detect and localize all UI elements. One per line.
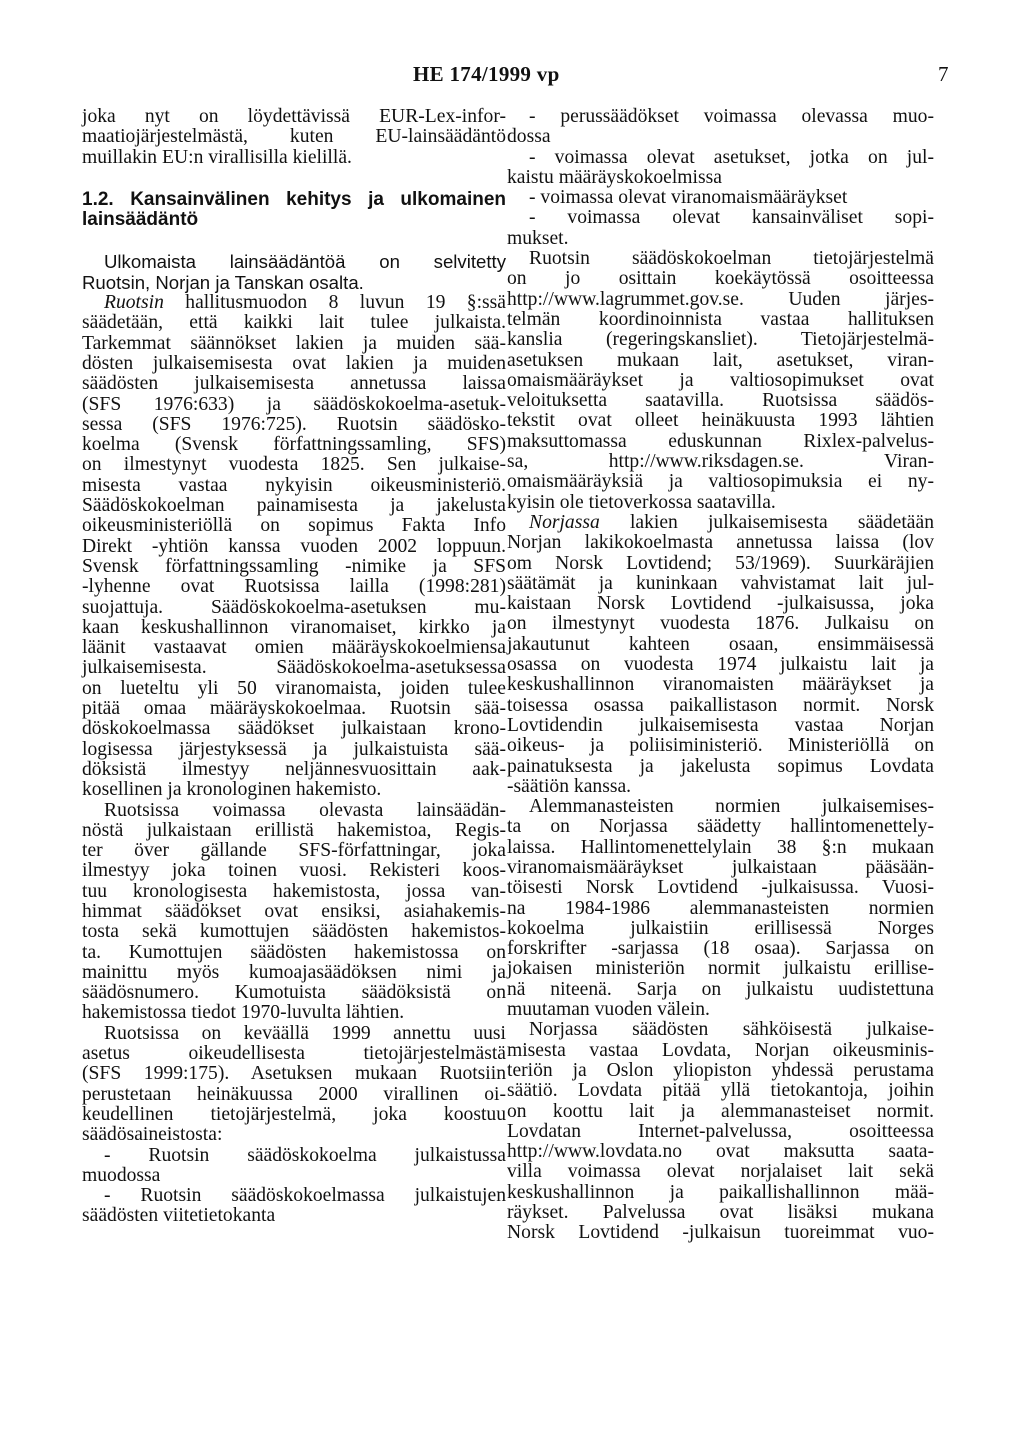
- paragraph-norway-lower-norms: [507, 797, 934, 1020]
- text-line: om Norsk Lovtidend; 53/1969). Suurkäräjien: [507, 552, 934, 574]
- text-line: asetus oikeudellisesta tietojärjestelmästä: [82, 1043, 506, 1065]
- text-line: döskokoelmassa säädökset julkaistaan krono-: [82, 718, 506, 740]
- text-line: Alemmanasteisten normien julkaisemises-: [529, 796, 934, 818]
- text-line: - Ruotsin säädöskokoelma julkaistussa: [104, 1144, 506, 1166]
- text-line: maatiojärjestelmästä, kuten EU-lainsäädäntö: [82, 126, 506, 148]
- text-line: - voimassa olevat kansainväliset sopi-: [529, 207, 934, 229]
- text-line: maksuttomassa eduskunnan Rixlex-palvelus-: [507, 430, 934, 452]
- text-line: omaismääräykset ja valtiosopimukset ovat: [507, 369, 934, 391]
- text-line: säätiö. Lovdata pitää yllä tietokantoja, joihin: [507, 1080, 934, 1102]
- intro-paragraph: [82, 107, 506, 168]
- paragraph-lovdata: [507, 1020, 934, 1243]
- text-line: töisesti Norsk Lovtidend -julkaisussa. Vuosi-: [507, 877, 934, 899]
- text-line: dösten julkaisemisesta ovat lakien ja muiden: [82, 352, 506, 374]
- text-line: lainsäädäntö: [82, 209, 199, 231]
- text-line: Ulkomaista lainsäädäntöä on selvitetty: [104, 251, 506, 273]
- paragraph-register: [82, 801, 506, 1024]
- text-line: Svensk författningssamling -nimike ja SFS: [82, 555, 506, 577]
- section-heading: [82, 190, 506, 231]
- text-line: - voimassa olevat viranomaismääräykset: [529, 187, 848, 209]
- text-line: kaan keskushallinnon viranomaiset, kirkko ja: [82, 616, 506, 638]
- paragraph-body: [82, 313, 506, 800]
- text-line: on jo osittain koekäytössä osoitteessa: [507, 268, 934, 290]
- text-line: säätämät ja kuninkaan vahvistamat lait jul-: [507, 572, 934, 594]
- paragraph-sweden-law: [82, 293, 506, 800]
- text-line: - perussäädökset voimassa olevassa muo-: [529, 106, 934, 127]
- text-line: http://www.lovdata.no ovat maksutta saata-: [507, 1141, 934, 1163]
- text-line: himmat säädökset ovat ensiksi, asiahakemis-: [82, 900, 506, 922]
- page-header: [0, 62, 1024, 92]
- text-line: julkaisemisesta. Säädöskokoelma-asetuksessa: [82, 657, 506, 679]
- text-line: säädösnumero. Kumotuista säädöksistä on: [82, 982, 506, 1004]
- text-line: (SFS 1999:175). Asetuksen mukaan Ruotsiin: [82, 1063, 506, 1085]
- text-line: suojattuja. Säädöskokoelma-asetuksen mu-: [82, 596, 506, 618]
- text-line: - voimassa olevat asetukset, jotka on jul-: [529, 146, 934, 168]
- text-line: hakemistossa tiedot 1970-luvulta lähtien.: [82, 1002, 405, 1024]
- text-line: on ilmestynyt vuodesta 1825. Sen julkaise-: [82, 454, 506, 476]
- text-line: nöstä julkaistaan erillistä hakemistoa, Regis-: [82, 819, 506, 841]
- text-line: Norjan lakikokoelmasta annetussa laissa (lov: [507, 532, 934, 554]
- text-line: keskushallinnon viranomaisten määräykset ja: [507, 674, 934, 696]
- text-line: kosellinen ja kronologinen hakemisto.: [82, 779, 382, 801]
- text-line: Norjassa säädösten sähköisestä julkaise-: [529, 1019, 934, 1041]
- text-line: ilmestyy joka toinen vuosi. Rekisteri koos-: [82, 860, 506, 882]
- right-column: [507, 107, 934, 1244]
- text-line: muodossa: [82, 1164, 161, 1186]
- text-line: muillakin EU:n virallisilla kielillä.: [82, 146, 352, 168]
- text-line: keskushallinnon ja paikallishallinnon mää-: [507, 1181, 934, 1203]
- text-line: veloituksetta saatavilla. Ruotsissa säädös-: [507, 390, 934, 412]
- text-line: oikeusministeriöllä on sopimus Fakta Info: [82, 515, 506, 537]
- text-line: pitää omaa määräyskokoelmaa. Ruotsin sää-: [82, 698, 506, 720]
- text-line: döksistä ilmestyy neljännesvuosittain aak-: [82, 758, 506, 780]
- list-contents-right: [507, 107, 934, 249]
- text-line: -lyhenne ovat Ruotsissa lailla (1998:281): [82, 576, 506, 598]
- text-line: ter över gällande SFS-författningar, joka: [82, 840, 506, 862]
- text-line: on lueteltu yli 50 viranomaista, joiden tulee: [82, 677, 506, 699]
- text-line: villa voimassa olevat norjalaiset lait sekä: [507, 1161, 934, 1183]
- text-line: laissa. Hallintomenettelylain 38 §:n mukaan: [507, 836, 934, 858]
- text-line: kaistaan Norsk Lovtidend -julkaisussa, joka: [507, 593, 934, 615]
- left-column: [82, 107, 506, 1227]
- text-line: Ruotsissa voimassa olevasta lainsäädän-: [104, 799, 506, 821]
- text-line: kanslia (regeringskansliet). Tietojärjestelmä-: [507, 329, 934, 351]
- text-line: sessa (SFS 1976:725). Ruotsin säädösko-: [82, 413, 506, 435]
- text-line: joka nyt on löydettävissä EUR-Lex-infor-: [82, 106, 506, 127]
- paragraph-overview: [82, 252, 506, 293]
- italic-country: Norjassa: [529, 511, 600, 533]
- text-line: 1.2. Kansainvälinen kehitys ja ulkomainen: [82, 188, 506, 210]
- text-line: tekstit ovat olleet heinäkuusta 1993 lähtien: [507, 410, 934, 432]
- text-line: Lovdatan Internet-palvelussa, osoitteessa: [507, 1120, 934, 1142]
- text-line: Tarkemmat säännökset lakien ja muiden sää-: [82, 332, 506, 354]
- paragraph-sweden-system: [507, 249, 934, 513]
- text-line: misesta vastaa nykyisin oikeusministeriö.: [82, 474, 506, 496]
- text-line: mukset.: [507, 227, 569, 249]
- text-line: misesta vastaa Lovdata, Norjan oikeusminis-: [507, 1039, 934, 1061]
- text-line: Ruotsissa on keväällä 1999 annettu uusi: [104, 1022, 506, 1044]
- text-line: mainittu myös kumoajasäädöksen nimi ja: [82, 961, 506, 983]
- paragraph-first-line: Norjassa lakien julkaisemisesta säädetään: [529, 511, 934, 533]
- text-line: -säätiön kanssa.: [507, 775, 632, 797]
- text-line: http://www.lagrummet.gov.se. Uuden järjes-: [507, 288, 934, 310]
- text-line: Ruotsin säädöskokoelman tietojärjestelmä: [529, 248, 934, 270]
- text-line: koelma (Svensk författningssamling, SFS): [82, 434, 506, 456]
- text-line: Säädöskokoelman painamisesta ja jakelusta: [82, 495, 506, 517]
- page-number: 7: [938, 62, 949, 86]
- text-line: Norsk Lovtidend -julkaisun tuoreimmat vuo-: [507, 1222, 934, 1244]
- paragraph-regulation-1999: [82, 1024, 506, 1146]
- text-line: säädösaineistosta:: [82, 1124, 223, 1146]
- paragraph-first-line: Ruotsin hallitusmuodon 8 luvun 19 §:ssä: [104, 292, 506, 314]
- text-line: - Ruotsin säädöskokoelmassa julkaistujen: [104, 1185, 506, 1207]
- text-line: viranomaismääräykset julkaistaan pääsään-: [507, 856, 934, 878]
- text-line: oikeus- ja poliisiministeriö. Ministeriöllä on: [507, 735, 934, 757]
- text-line: na 1984-1986 alemmanasteisten normien: [507, 897, 934, 919]
- text-line: teriön ja Oslon yliopiston yhdessä perustama: [507, 1059, 934, 1081]
- text-line: kokoelma julkaistiin erillisessä Norges: [507, 917, 934, 939]
- text-line: logisessa järjestyksessä ja julkaistuista sää-: [82, 738, 506, 760]
- paragraph-body: [507, 533, 934, 797]
- text-line: jokaisen ministeriön normit julkaistu erillise-: [507, 958, 934, 980]
- text-line: muutaman vuoden välein.: [507, 999, 710, 1021]
- text-line: Ruotsin, Norjan ja Tanskan osalta.: [82, 271, 364, 293]
- text-line: painatuksesta ja jakelusta sopimus Lovdata: [507, 755, 934, 777]
- text-line: tosta sekä kumottujen säädösten hakemistos-: [82, 921, 506, 943]
- text-line: säädösten julkaisemisesta annetussa laissa: [82, 373, 506, 395]
- text-line: asetuksen mukaan lait, asetukset, viran-: [507, 349, 934, 371]
- text-line: kyisin ole tietoverkossa saatavilla.: [507, 491, 776, 513]
- text-line: säädetään, että kaikki lait tulee julkaista.: [82, 312, 506, 334]
- text-line: kaistu määräyskokoelmissa: [507, 166, 722, 188]
- text-line: nä niteenä. Sarja on julkaistu uudistettuna: [507, 978, 934, 1000]
- text-line: keudellinen tietojärjestelmä, joka koostuu: [82, 1103, 506, 1125]
- text-line: dossa: [507, 126, 551, 148]
- text-line: forskrifter -sarjassa (18 osaa). Sarjassa on: [507, 938, 934, 960]
- text-line: ta on Norjassa säädetty hallintomenettely-: [507, 816, 934, 838]
- text-line: perustetaan heinäkuussa 2000 virallinen oi-: [82, 1083, 506, 1105]
- text-line: jakautunut kahteen osaan, ensimmäisessä: [507, 633, 934, 655]
- text-line: Direkt -yhtiön kanssa vuoden 2002 loppuun.: [82, 535, 506, 557]
- text-line: tuu kronologisesta hakemistosta, jossa van-: [82, 880, 506, 902]
- list-contents-left: [82, 1146, 506, 1227]
- text-line: sa, http://www.riksdagen.se. Viran-: [507, 451, 934, 473]
- text-line: on ilmestynyt vuodesta 1876. Julkaisu on: [507, 613, 934, 635]
- document-id: HE 174/1999 vp: [413, 62, 560, 86]
- text-line: ta. Kumottujen säädösten hakemistossa on: [82, 941, 506, 963]
- text-line: telmän koordinoinnista vastaa hallituksen: [507, 308, 934, 330]
- paragraph-norway-law: [507, 513, 934, 797]
- text-line: räykset. Palvelussa ovat lisäksi mukana: [507, 1202, 934, 1224]
- text-line: läänit vastaavat omien määräyskokoelmiensa: [82, 637, 506, 659]
- italic-country: Ruotsin: [104, 292, 164, 314]
- text-line: osassa on vuodesta 1974 julkaistu lait ja: [507, 654, 934, 676]
- text-line: säädösten viitetietokanta: [82, 1205, 276, 1227]
- text-line: on koottu lait ja alemmanasteiset normit.: [507, 1100, 934, 1122]
- text-line: omaismääräyksiä ja valtiosopimuksia ei ny-: [507, 471, 934, 493]
- text-line: (SFS 1976:633) ja säädöskokoelma-asetuk-: [82, 393, 506, 415]
- text-line: Lovtidendin julkaisemisesta vastaa Norjan: [507, 714, 934, 736]
- text-line: toisessa osassa paikallistason normit. Norsk: [507, 694, 934, 716]
